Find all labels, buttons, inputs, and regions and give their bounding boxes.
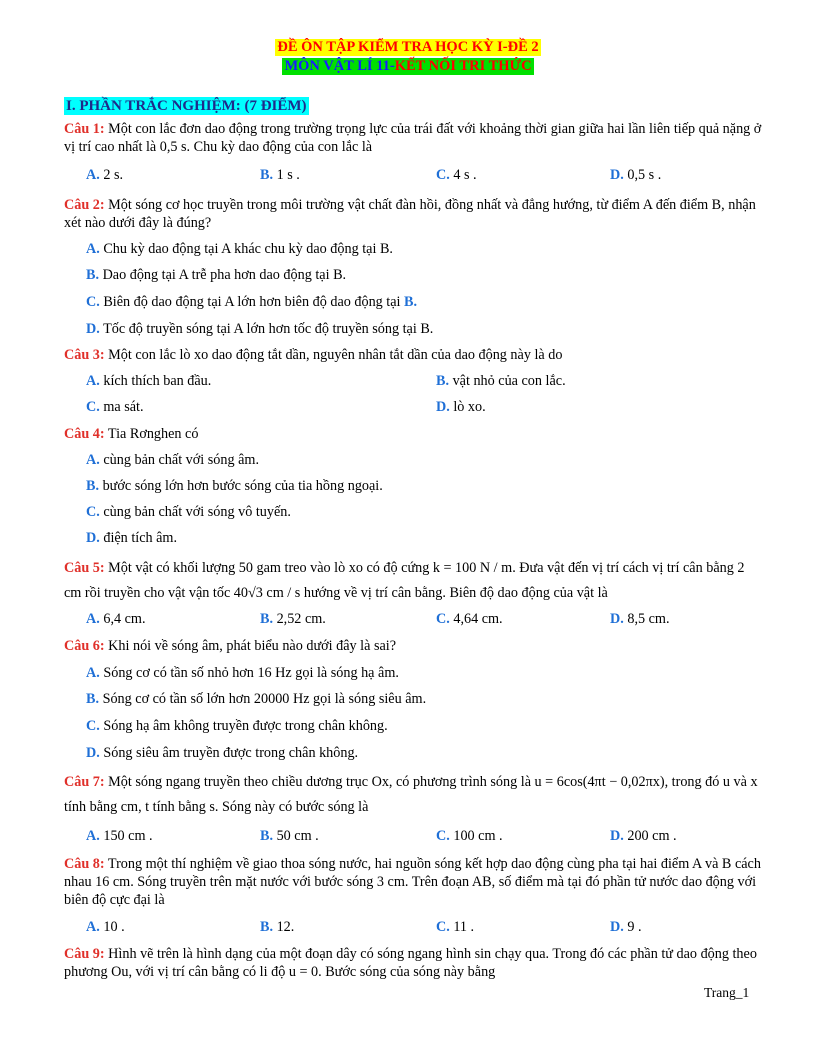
option-label: B. bbox=[436, 373, 450, 389]
question-text: Khi nói về sóng âm, phát biểu nào dưới đây là sai? bbox=[108, 638, 397, 654]
option-d[interactable] bbox=[436, 398, 486, 416]
option-label: D. bbox=[610, 828, 624, 844]
subject-title-part1: MÔN VẬT LÍ 11- bbox=[284, 58, 395, 74]
question-label: Câu 6: bbox=[64, 638, 105, 654]
option-text: Sóng cơ có tần số nhỏ hơn 16 Hz gọi là sóng hạ âm. bbox=[103, 665, 399, 681]
option-label: C. bbox=[86, 504, 100, 520]
option-b[interactable] bbox=[260, 610, 326, 628]
subject-title-part2: KẾT NỐI TRI THỨC bbox=[394, 58, 532, 74]
option-text: 200 cm . bbox=[627, 828, 677, 844]
question-text: Trong một thí nghiệm về giao thoa sóng nước, hai nguồn sóng kết hợp dao động cùng pha tại hai điểm A và B cách nhau 16 cm. Sóng truyền trên mặt nước với bước sóng 3 cm. Trên đoạn AB, số điểm mà tại đó phần tử nước dao động với biên độ cực đại là bbox=[64, 856, 761, 908]
option-label: D. bbox=[610, 611, 624, 627]
option-text: Sóng hạ âm không truyền được trong chân không. bbox=[103, 718, 388, 734]
option-text: 10 . bbox=[103, 919, 125, 935]
option-text: Sóng siêu âm truyền được trong chân không. bbox=[103, 745, 359, 761]
option-c[interactable] bbox=[86, 293, 417, 311]
option-c[interactable] bbox=[86, 717, 388, 735]
option-label: B. bbox=[260, 828, 274, 844]
option-text: 2 s. bbox=[103, 167, 124, 183]
option-a[interactable] bbox=[86, 664, 399, 682]
option-text: ma sát. bbox=[103, 399, 144, 415]
option-d[interactable] bbox=[610, 827, 677, 845]
page-number: Trang_1 bbox=[704, 985, 750, 1000]
question-1 bbox=[64, 120, 764, 156]
option-b[interactable] bbox=[260, 166, 300, 184]
option-b[interactable] bbox=[436, 372, 566, 390]
subject-title bbox=[282, 58, 533, 75]
option-label: C. bbox=[86, 294, 100, 310]
option-text: Tốc độ truyền sóng tại A lớn hơn tốc độ truyền sóng tại B. bbox=[103, 321, 434, 337]
option-text: Chu kỳ dao động tại A khác chu kỳ dao động tại B. bbox=[103, 241, 393, 257]
question-7 bbox=[64, 770, 764, 820]
option-text: cùng bản chất với sóng vô tuyến. bbox=[103, 504, 291, 520]
option-label: C. bbox=[86, 399, 100, 415]
option-a[interactable] bbox=[86, 827, 153, 845]
option-text: 50 cm . bbox=[276, 828, 319, 844]
option-label: B. bbox=[260, 611, 274, 627]
option-label: A. bbox=[86, 919, 100, 935]
question-label: Câu 5: bbox=[64, 560, 105, 576]
question-label: Câu 8: bbox=[64, 856, 105, 872]
option-text: bước sóng lớn hơn bước sóng của tia hồng ngoại. bbox=[102, 478, 383, 494]
question-label: Câu 7: bbox=[64, 774, 105, 790]
option-text: 11 . bbox=[453, 919, 475, 935]
option-b[interactable] bbox=[86, 266, 346, 284]
option-text: Sóng cơ có tần số lớn hơn 20000 Hz gọi là sóng siêu âm. bbox=[102, 691, 427, 707]
option-label: C. bbox=[86, 718, 100, 734]
question-4 bbox=[64, 425, 764, 443]
option-b[interactable] bbox=[86, 690, 426, 708]
option-label: D. bbox=[86, 321, 100, 337]
option-text: vật nhỏ của con lắc. bbox=[452, 373, 566, 389]
option-text: 12. bbox=[276, 919, 295, 935]
question-text: Một con lắc đơn dao động trong trường trọng lực của trái đất với khoảng thời gian giữa hai lần liên tiếp quả nặng ở vị trí cao nhất là 0,5 s. Chu kỳ dao động của con lắc là bbox=[64, 121, 762, 155]
option-text: cùng bản chất với sóng âm. bbox=[103, 452, 259, 468]
option-d[interactable] bbox=[610, 918, 642, 936]
option-c[interactable] bbox=[86, 503, 291, 521]
option-text: lò xo. bbox=[453, 399, 486, 415]
option-d[interactable] bbox=[86, 744, 358, 762]
option-a[interactable] bbox=[86, 451, 259, 469]
option-text: 4,64 cm. bbox=[453, 611, 503, 627]
option-text: 8,5 cm. bbox=[627, 611, 670, 627]
option-label: A. bbox=[86, 241, 100, 257]
option-c[interactable] bbox=[436, 827, 503, 845]
question-text: Một vật có khối lượng 50 gam treo vào lò xo có độ cứng k = 100 N / m. Đưa vật đến vị trí cách vị trí cân bằng 2 cm rồi truyền cho vật vận tốc 40√3 cm / s hướng về vị trí cân bằng. Biên độ dao động của vật là bbox=[64, 560, 745, 601]
option-text-tail: B. bbox=[404, 294, 418, 310]
question-text: Một sóng ngang truyền theo chiều dương trục Ox, có phương trình sóng là u = 6cos(4πt − 0,02πx), trong đó u và x tính bằng cm, t tính bằng s. Sóng này có bước sóng là bbox=[64, 774, 758, 815]
option-label: A. bbox=[86, 665, 100, 681]
option-text: điện tích âm. bbox=[103, 530, 178, 546]
question-text: Một sóng cơ học truyền trong môi trường vật chất đàn hồi, đồng nhất và đẳng hướng, từ điểm A đến điểm B, nhận xét nào dưới đây là đúng? bbox=[64, 197, 756, 231]
option-label: C. bbox=[436, 828, 450, 844]
option-text: Biên độ dao động tại A lớn hơn biên độ dao động tại bbox=[103, 294, 405, 310]
option-label: D. bbox=[86, 745, 100, 761]
option-label: A. bbox=[86, 373, 100, 389]
option-text: kích thích ban đầu. bbox=[103, 373, 212, 389]
question-label: Câu 1: bbox=[64, 121, 105, 137]
option-text: 150 cm . bbox=[103, 828, 153, 844]
option-d[interactable] bbox=[610, 610, 670, 628]
option-label: B. bbox=[86, 691, 100, 707]
question-3 bbox=[64, 346, 764, 364]
option-text: 4 s . bbox=[453, 167, 477, 183]
option-label: A. bbox=[86, 452, 100, 468]
question-label: Câu 9: bbox=[64, 946, 105, 962]
option-text: 0,5 s . bbox=[627, 167, 662, 183]
option-text: 2,52 cm. bbox=[276, 611, 326, 627]
document-header bbox=[0, 38, 816, 75]
option-b[interactable] bbox=[260, 918, 294, 936]
option-a[interactable] bbox=[86, 166, 123, 184]
option-label: A. bbox=[86, 167, 100, 183]
option-a[interactable] bbox=[86, 240, 393, 258]
question-8 bbox=[64, 855, 764, 909]
option-label: C. bbox=[436, 167, 450, 183]
option-label: B. bbox=[86, 267, 100, 283]
option-c[interactable] bbox=[436, 166, 477, 184]
question-label: Câu 4: bbox=[64, 426, 105, 442]
question-text: Tia Rơnghen có bbox=[107, 426, 199, 442]
section-heading: I. PHẦN TRẮC NGHIỆM: (7 ĐIỂM) bbox=[66, 98, 307, 114]
question-text: Hình vẽ trên là hình dạng của một đoạn dây có sóng ngang hình sin chạy qua. Trong đó các phần tử dao động theo phương Ou, với vị trí cân bằng có li độ u = 0. Bước sóng của sóng này bằng bbox=[64, 946, 757, 980]
question-label: Câu 2: bbox=[64, 197, 105, 213]
option-label: C. bbox=[436, 919, 450, 935]
question-5 bbox=[64, 556, 764, 606]
option-label: D. bbox=[86, 530, 100, 546]
option-c[interactable] bbox=[86, 398, 144, 416]
option-c[interactable] bbox=[436, 918, 474, 936]
option-label: D. bbox=[610, 167, 624, 183]
option-c[interactable] bbox=[436, 610, 503, 628]
option-d[interactable] bbox=[86, 529, 177, 547]
option-label: B. bbox=[86, 478, 100, 494]
option-label: B. bbox=[260, 167, 274, 183]
option-text: Dao động tại A trễ pha hơn dao động tại B. bbox=[102, 267, 347, 283]
question-text: Một con lắc lò xo dao động tắt dần, nguyên nhân tắt dần của dao động này là do bbox=[108, 347, 563, 363]
option-text: 1 s . bbox=[276, 167, 300, 183]
option-a[interactable] bbox=[86, 918, 125, 936]
option-a[interactable] bbox=[86, 610, 146, 628]
question-6 bbox=[64, 637, 764, 655]
option-label: A. bbox=[86, 611, 100, 627]
question-2 bbox=[64, 196, 764, 232]
option-d[interactable] bbox=[86, 320, 433, 338]
option-a[interactable] bbox=[86, 372, 211, 390]
option-label: A. bbox=[86, 828, 100, 844]
option-text: 6,4 cm. bbox=[103, 611, 146, 627]
option-label: D. bbox=[436, 399, 450, 415]
option-label: D. bbox=[610, 919, 624, 935]
option-label: C. bbox=[436, 611, 450, 627]
option-b[interactable] bbox=[86, 477, 383, 495]
exam-title: ĐỀ ÔN TẬP KIỂM TRA HỌC KỲ I-ĐỀ 2 bbox=[277, 39, 539, 55]
option-label: B. bbox=[260, 919, 274, 935]
option-b[interactable] bbox=[260, 827, 319, 845]
question-label: Câu 3: bbox=[64, 347, 105, 363]
question-9 bbox=[64, 945, 764, 981]
option-text: 9 . bbox=[627, 919, 642, 935]
option-text: 100 cm . bbox=[453, 828, 503, 844]
option-d[interactable] bbox=[610, 166, 661, 184]
